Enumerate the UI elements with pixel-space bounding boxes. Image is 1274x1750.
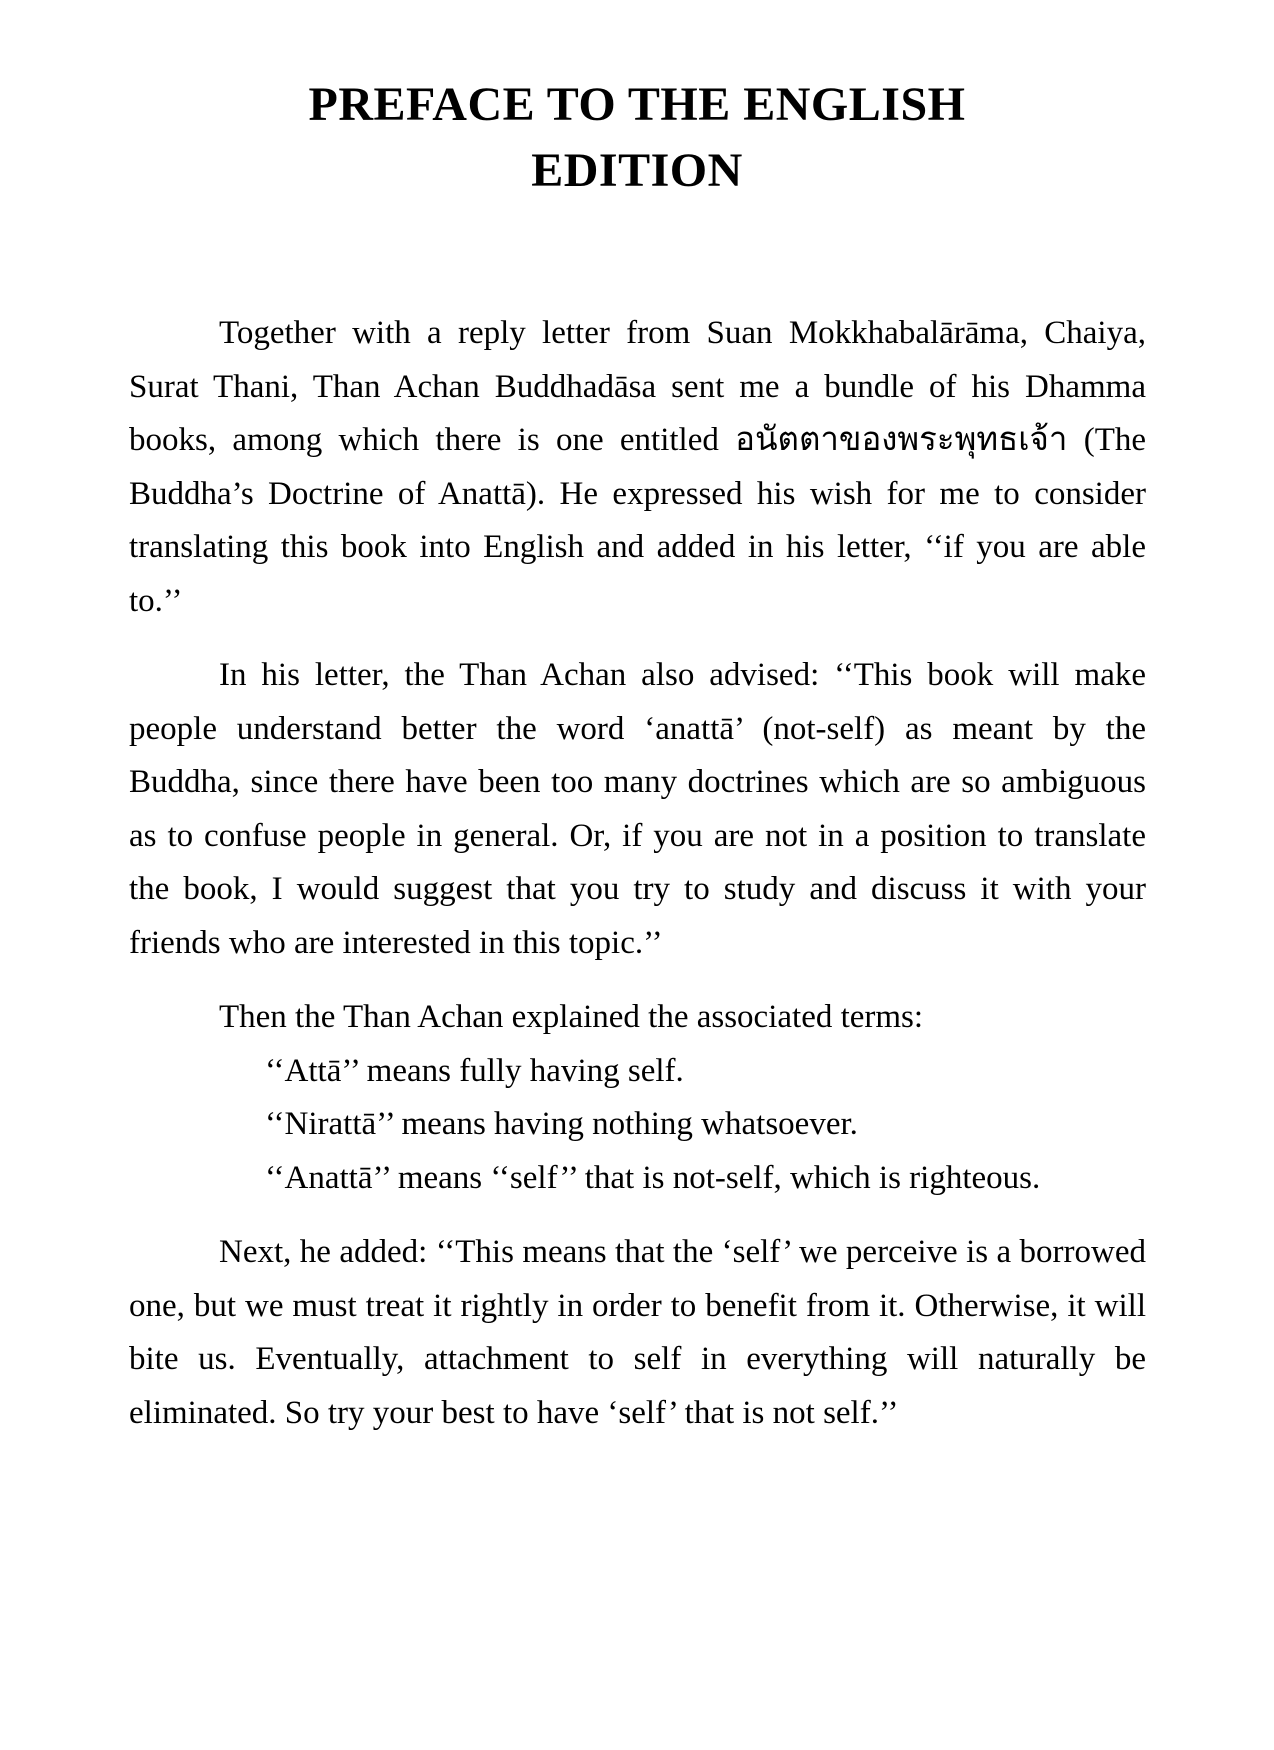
title-line-1: PREFACE TO THE ENGLISH [308, 78, 966, 132]
paragraph-3: Next, he added: ‘‘This means that the ‘self’ we perceive is a borrowed one, but we must treat it rightly in order to benefit from it. Otherwise, it will bite us. Eventually, attachment to self in everything will naturally be eliminated. So try your best to have ‘self’ that is not self.’’ [129, 1234, 1146, 1431]
preface-body [129, 307, 1146, 1440]
paragraph-2: In his letter, the Than Achan also advised: ‘‘This book will make people understand better the word ‘anattā’ (not-self) as meant by the Buddha, since there have been too many doctrines which are so ambiguous as to confuse people in general. Or, if you are not in a position to translate the book, I would suggest that you try to study and discuss it with your friends who are interested in this topic.’’ [129, 657, 1146, 961]
terms-list [129, 991, 1146, 1205]
term-niratta: ‘‘Nirattā’’ means having nothing whatsoever. [265, 1106, 858, 1142]
terms-intro: Then the Than Achan explained the associated terms: [219, 999, 924, 1035]
title-line-2: EDITION [531, 144, 743, 198]
term-atta: ‘‘Attā’’ means fully having self. [265, 1052, 684, 1089]
paragraph-1: Together with a reply letter from Suan Mokkhabalārāma, Chaiya, Surat Thani, Than Achan Buddhadāsa sent me a bundle of his Dhamma books, among which there is one entitled อนัตตาของพระพุทธเจ้า (The Buddha’s Doctrine of Anattā). He expressed his wish for me to consider translating this book into English and added in his letter, ‘‘if you are able to.’’ [129, 315, 1146, 619]
term-anatta: ‘‘Anattā’’ means ‘‘self’’ that is not-self, which is righteous. [265, 1159, 1041, 1196]
page-title [0, 72, 1274, 204]
